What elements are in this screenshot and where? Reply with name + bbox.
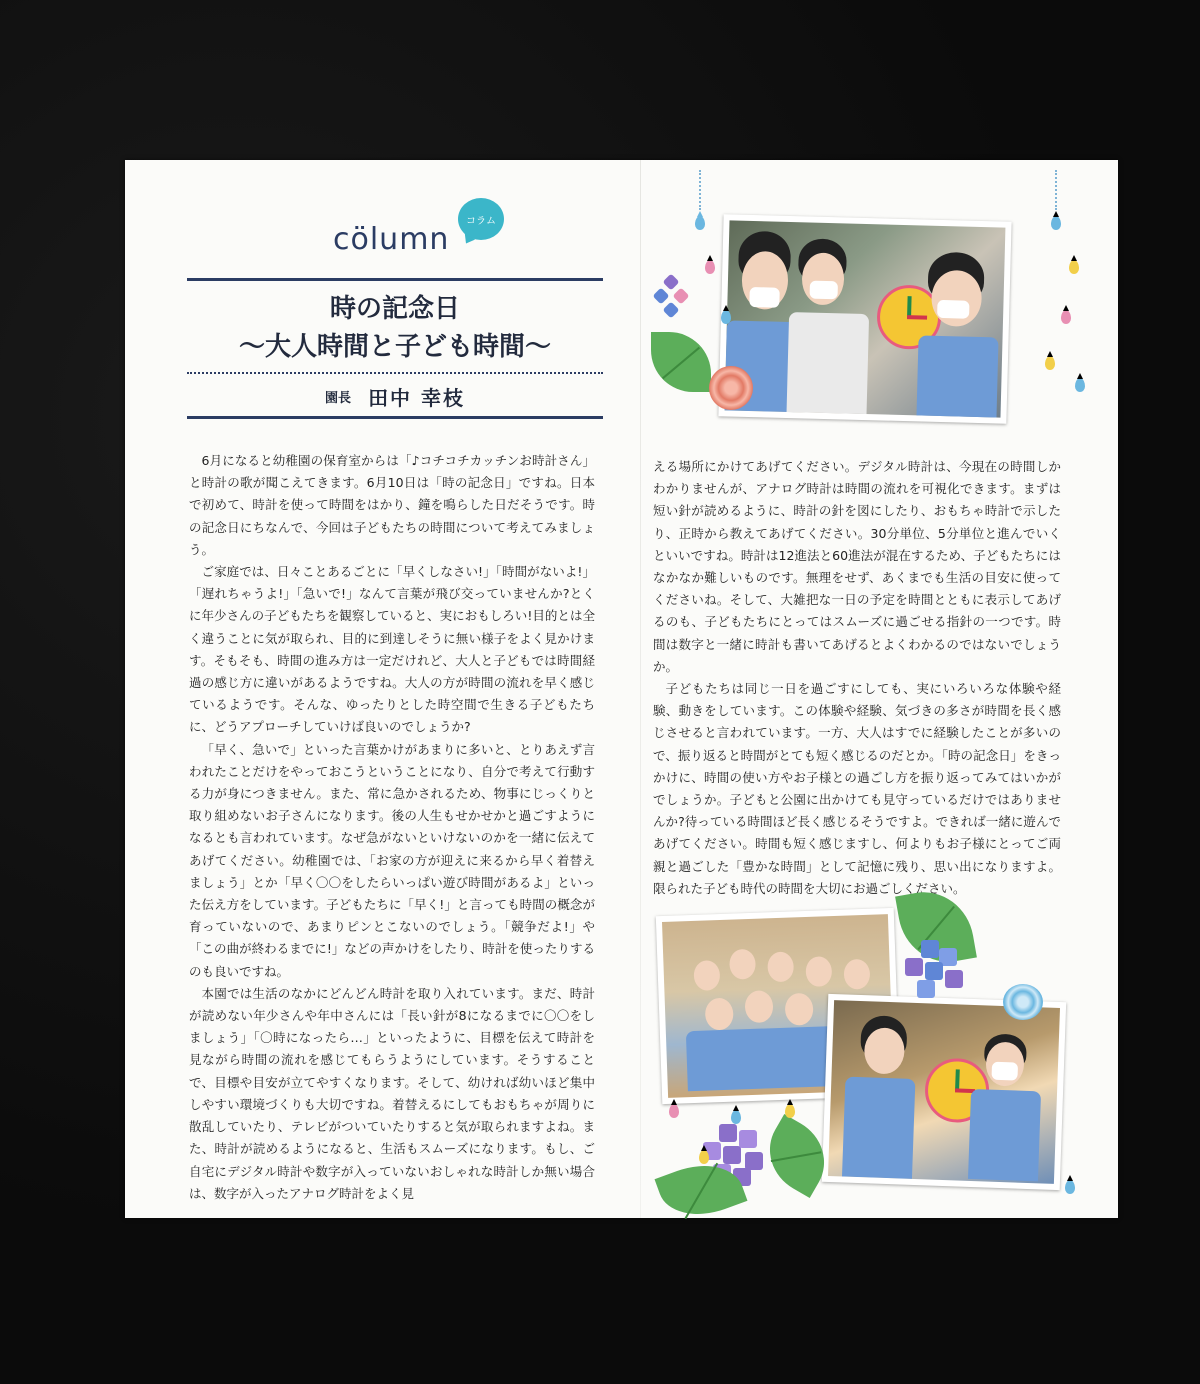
raindrop-icon <box>1069 260 1079 274</box>
raindrop-icon <box>721 310 731 324</box>
dotted-string-decoration <box>1055 170 1059 210</box>
raindrop-icon <box>705 260 715 274</box>
raindrop-icon <box>1061 310 1071 324</box>
author-line <box>187 382 603 411</box>
raindrop-icon <box>699 1150 709 1164</box>
title-bottom-rule <box>187 416 603 419</box>
column-logo <box>333 215 496 258</box>
raindrop-icon <box>731 1110 741 1124</box>
paragraph: 子どもたちは同じ一日を過ごすにしても、実にいろいろな体験や経験、動きをしています。この体験や経験、気づきの多さが時間を長く感じさせると言われています。一方、大人はすでに経験したことが多いので、振り返ると時間がとても短く感じるのだとか。「時の記念日」をきっかけに、時間の使い方やお子様との過ごし方を振り返ってみてはいかがでしょうか。子どもと公園に出かけても見守っているだけではありませんか?待っている時間ほど長く感じるそうですよ。できれば一緒に遊んであげてください。時間も短く感じますし、何よりもお子様にとってご両親と過ごした「豊かな時間」として記憶に残り、思い出になりますよ。限られた子ども時代の時間を大切にお過ごしください。 <box>653 681 1061 896</box>
body-left-column <box>189 450 595 1205</box>
title-dotted-rule <box>187 372 603 374</box>
snail-icon <box>709 366 753 410</box>
column-logo-text: cölumn <box>333 222 450 257</box>
dotted-string-decoration <box>699 170 703 210</box>
snail-icon <box>1003 984 1043 1020</box>
leaf-icon <box>651 332 711 392</box>
raindrop-icon <box>1051 216 1061 230</box>
hydrangea-icon <box>905 940 975 1010</box>
photo-kids-with-clock <box>822 994 1066 1190</box>
raindrop-icon <box>695 216 705 230</box>
paragraph: える場所にかけてあげてください。デジタル時計は、今現在の時間しかわかりませんが、アナログ時計は時間の流れを可視化できます。まずは短い針が読めるように、時計の針を図にしたり、おもちゃ時計で示したり、正時から教えてあげてください。30分単位、5分単位と進んでいくといいですね。時計は12進法と60進法が混在するため、子どもたちにはなかなか難しいものです。無理をせず、あくまでも生活の目安に使ってくださいね。そして、大雑把な一日の予定を時間とともに表示してあげるのも、子どもたちにとってはスムーズに過ごせる指針の一つです。時間は数字と一緒に時計も書いてあげるとよくわかるのではないでしょうか。 <box>653 459 1061 674</box>
photo-teacher-clock <box>718 214 1011 423</box>
column-bubble-label: コラム <box>466 215 496 227</box>
raindrop-icon <box>1075 378 1085 392</box>
title-top-rule <box>187 278 603 281</box>
paragraph: ご家庭では、日々ことあるごとに「早くしなさい!」「時間がないよ!」「遅れちゃうよ!」「急いで!」なんて言葉が飛び交っていませんか?とくに年少さんの子どもたちを観察していると、実におもしろい!目的とは全く違うことに気が取られ、目的に到達しそうに無い様子をよく見かけます。そもそも、時間の進み方は一定だけれど、大人と子どもでは時間経過の感じ方に違いがあるようですね。大人の方が時間の流れを早く感じているようです。そんな、ゆったりとした時空間で生きる子どもたちに、どうアプローチしていけば良いのでしょうか? <box>189 564 595 735</box>
raindrop-icon <box>1065 1180 1075 1194</box>
speech-bubble-icon <box>458 198 504 240</box>
body-right-column <box>653 456 1061 900</box>
paragraph: 本園では生活のなかにどんどん時計を取り入れています。まだ、時計が読めない年少さんや年中さんには「長い針が8になるまでに〇〇をしましょう」「〇時になったら…」といったように、目標を伝えて時計を見ながら時間の流れを感じてもらうようにしています。そうすることで、目標や目安が立てやすくなります。そして、幼ければ幼いほど集中しやすい環境づくりも大切ですね。着替えるにしてもおもちゃが周りに散乱していたり、テレビがついていたりすると気が取られますよね。また、時計が読めるようになると、生活もスムーズになります。もし、ご自宅にデジタル時計や数字が入っていないおしゃれな時計しか無い場合は、数字が入ったアナログ時計をよく見 <box>189 985 595 1201</box>
page-fold <box>640 160 641 1218</box>
paragraph: 「早く、急いで」といった言葉かけがあまりに多いと、とりあえず言われたことだけをやっておこうということになり、自分で考えて行動する力が身につきません。また、常に急かされるため、物事にじっくりと取り組めないお子さんになります。後の人生もせかせかと過ごすようになるとも言われています。なぜ急がないといけないのかを一緒に伝えてあげてください。幼稚園では、「お家の方が迎えに来るから早く着替えましょう」とか「早く〇〇をしたらいっぱい遊び時間があるよ」といった伝え方をしています。子どもたちに「早く!」と言っても時間の概念が育っていないので、あまりピンとこないのでしょう。「競争だよ!」や「この曲が終わるまでに!」などの声かけをしたり、時計を使ったりするのも良いですね。 <box>189 741 595 979</box>
hydrangea-icon <box>655 276 705 326</box>
author-name: 田中 幸枝 <box>368 386 466 410</box>
paragraph: 6月になると幼稚園の保育室からは「♪コチコチカッチンお時計さん」と時計の歌が聞こえてきます。6月10日は「時の記念日」ですね。日本で初めて、時計を使って時間をはかり、鐘を鳴らした日だそうです。時の記念日にちなんで、今回は子どもたちの時間について考えてみましょう。 <box>189 453 595 557</box>
article-title: 時の記念日 <box>329 294 460 324</box>
column-page <box>125 160 1118 1218</box>
raindrop-icon <box>1045 356 1055 370</box>
raindrop-icon <box>669 1104 679 1118</box>
raindrop-icon <box>785 1104 795 1118</box>
author-role: 園長 <box>324 391 351 406</box>
article-subtitle: 〜大人時間と子ども時間〜 <box>238 332 551 362</box>
